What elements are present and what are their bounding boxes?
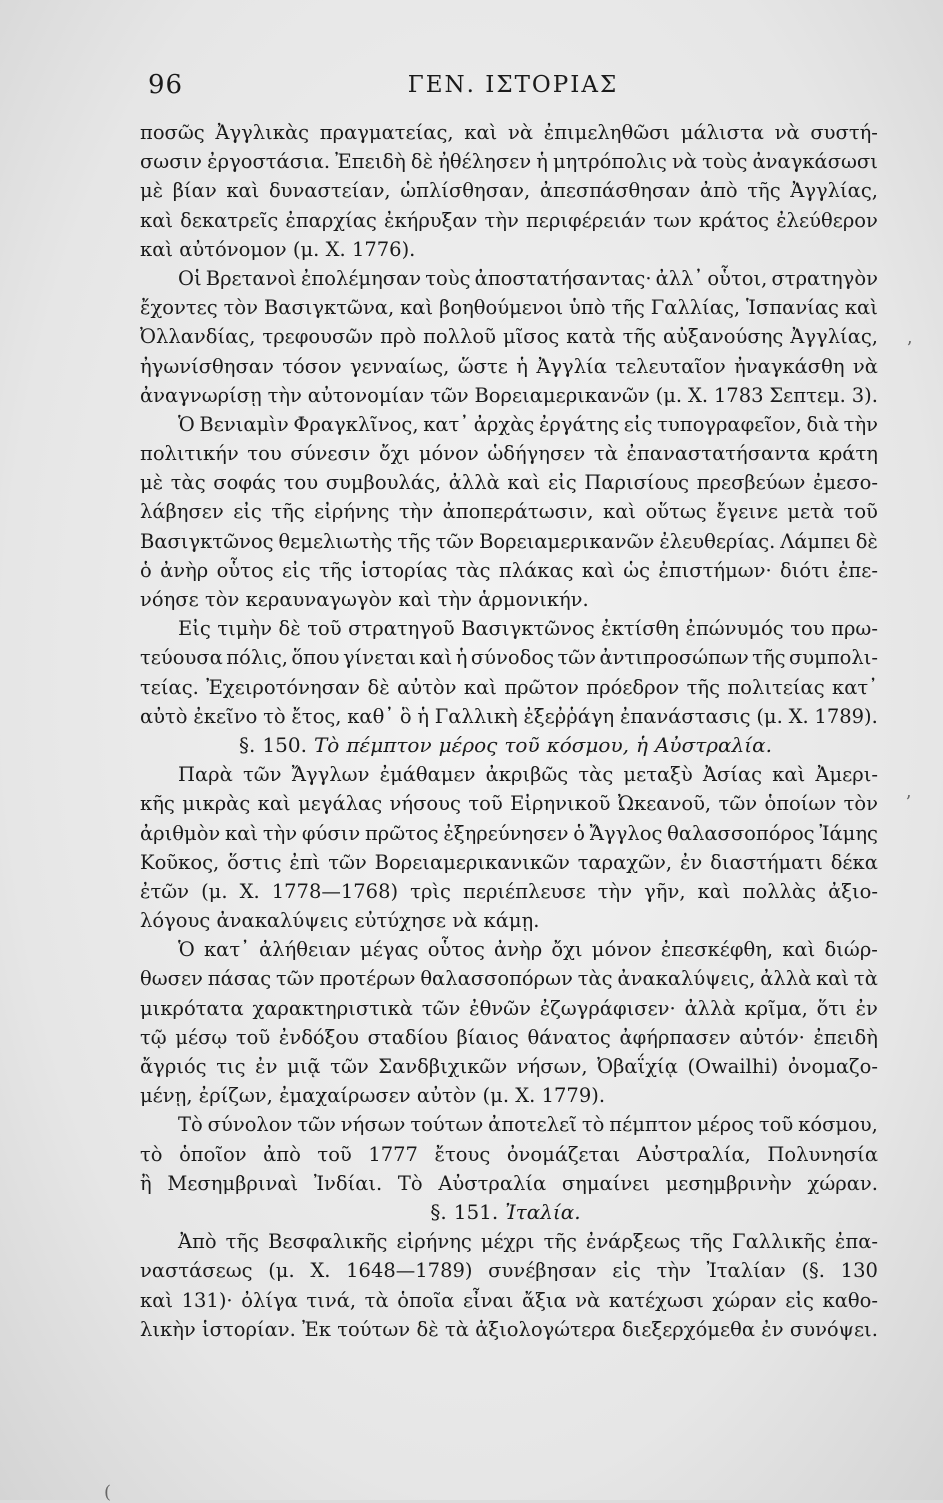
page-number: 96 (148, 70, 184, 100)
text-line: τείας. Ἐχειροτόνησαν δὲ αὐτὸν καὶ πρῶτον πρόεδρον τῆς πολιτείας κατ᾿ (140, 675, 878, 699)
text-line: ἄγριός τις ἐν μιᾷ τῶν Σανδβιχικῶν νήσων, Ὀβαΐχίᾳ (Owailhi) ὀνομαζο- (140, 1055, 878, 1078)
text-line: ἀναγνωρίσῃ τὴν αὐτονομίαν τῶν Βορειαμερικανῶν (μ. Χ. 1783 Σεπτεμ. 3). (140, 383, 878, 407)
text-line: ἐτῶν (μ. Χ. 1778—1768) τρὶς περιέπλευσε τὴν γῆν, καὶ πολλὰς ἀξιο- (140, 879, 878, 903)
text-line: κῆς μικρὰς καὶ μεγάλας νήσους τοῦ Εἰρηνικοῦ Ὠκεανοῦ, τῶν ὁποίων τὸν (140, 792, 878, 816)
text-line: καὶ δεκατρεῖς ἐπαρχίας ἐκήρυξαν τὴν περιφέρειάν των κράτος ἐλεύθερον (140, 208, 878, 232)
section-heading: §. 151. Ἰταλία. (430, 1199, 581, 1224)
text-line: Παρὰ τῶν Ἄγγλων ἐμάθαμεν ἀκριβῶς τὰς μεταξὺ Ἀσίας καὶ Ἀμερι- (178, 763, 878, 787)
text-line: λάβησεν εἰς τῆς εἰρήνης τὴν ἀποπεράτωσιν, καὶ οὕτως ἔγεινε μετὰ τοῦ (140, 500, 878, 524)
text-line: Τὸ σύνολον τῶν νήσων τούτων ἀποτελεῖ τὸ πέμπτον μέρος τοῦ κόσμου, (178, 1113, 878, 1137)
text-line: μὲ βίαν καὶ δυναστείαν, ὡπλίσθησαν, ἀπεσπάσθησαν ἀπὸ τῆς Ἀγγλίας, (140, 179, 878, 203)
text-line: Ὁ κατ᾿ ἀλήθειαν μέγας οὗτος ἀνὴρ ὄχι μόνον ἐπεσκέφθη, καὶ διώρ- (178, 938, 878, 962)
text-line: ἠγωνίσθησαν τόσον γενναίως, ὥστε ἡ Ἀγγλία τελευταῖον ἠναγκάσθη νὰ (140, 354, 878, 378)
text-line: ἔχοντες τὸν Βασιγκτῶνα, καὶ βοηθούμενοι ὑπὸ τῆς Γαλλίας, Ἱσπανίας καὶ (140, 296, 878, 320)
text-line: Βασιγκτῶνος θεμελιωτὴς τῆς τῶν Βορειαμερικανῶν ἐλευθερίας. Λάμπει δὲ (140, 529, 878, 553)
text-line: θωσεν πάσας τῶν προτέρων θαλασσοπόρων τὰς ἀνακαλύψεις, ἀλλὰ καὶ τὰ (140, 967, 878, 991)
text-line: ὁ ἀνὴρ οὗτος εἰς τῆς ἱστορίας τὰς πλάκας καὶ ὡς ἐπιστήμων· διότι ἐπε- (140, 558, 878, 582)
text-line: μένῃ, ἐρίζων, ἐμαχαίρωσεν αὐτὸν (μ. Χ. 1779). (140, 1084, 606, 1108)
text-line: νόησε τὸν κεραυναγωγὸν καὶ τὴν ἁρμονικήν. (140, 588, 589, 611)
margin-mark: ( (104, 1482, 112, 1503)
text-line: καὶ αὐτόνομον (μ. Χ. 1776). (140, 237, 416, 261)
text-line: ἢ Μεσημβριναὶ Ἰνδίαι. Τὸ Αὐστραλία σημαίνει μεσημβρινὴν χώραν. (140, 1171, 878, 1195)
text-line: πολιτικήν του σύνεσιν ὄχι μόνον ὡδήγησεν τὰ ἐπαναστατήσαντα κράτη (140, 442, 878, 466)
text-line: τὸ ὁποῖον ἀπὸ τοῦ 1777 ἔτους ὀνομάζεται Αὐστραλία, Πολυνησία (140, 1142, 878, 1166)
text-line: Οἱ Βρετανοὶ ἐπολέμησαν τοὺς ἀποστατήσαντας· ἀλλ᾿ οὗτοι, στρατηγὸν (178, 266, 878, 290)
text-line: Ἀπὸ τῆς Βεσφαλικῆς εἰρήνης μέχρι τῆς ἐνάρξεως τῆς Γαλλικῆς ἐπα- (178, 1230, 878, 1254)
body-text (140, 118, 878, 1344)
text-line: Εἰς τιμὴν δὲ τοῦ στρατηγοῦ Βασιγκτῶνος ἐκτίσθη ἐπώνυμός του πρω- (178, 617, 878, 641)
text-line: ναστάσεως (μ. Χ. 1648—1789) συνέβησαν εἰς τὴν Ἰταλίαν (§. 130 (140, 1259, 878, 1283)
margin-mark: ʼ (905, 792, 911, 813)
text-line: καὶ 131)· ὀλίγα τινά, τὰ ὁποῖα εἶναι ἄξια νὰ κατέχωσι χώραν εἰς καθο- (140, 1288, 878, 1312)
text-line: αὐτὸ ἐκεῖνο τὸ ἔτος, καθ᾿ ὃ ἡ Γαλλικὴ ἐξεῤῥάγη ἐπανάστασις (μ. Χ. 1789). (140, 704, 878, 728)
text-line: Ὁ Βενιαμὶν Φραγκλῖνος, κατ᾿ ἀρχὰς ἐργάτης εἰς τυπογραφεῖον, διὰ τὴν (178, 412, 878, 436)
page-header (148, 70, 878, 110)
text-line: τῷ μέσῳ τοῦ ἐνδόξου σταδίου βίαιος θάνατος ἀφήρπασεν αὐτόν· ἐπειδὴ (140, 1025, 878, 1049)
margin-mark: ʼ (906, 338, 912, 359)
text-line: Ὀλλανδίας, τρεφουσῶν πρὸ πολλοῦ μῖσος κατὰ τῆς αὐξανούσης Ἀγγλίας, (140, 325, 878, 349)
text-line: ποσῶς Ἀγγλικὰς πραγματείας, καὶ νὰ ἐπιμεληθῶσι μάλιστα νὰ συστή- (140, 121, 878, 144)
text-line: ἀριθμὸν καὶ τὴν φύσιν πρῶτος ἐξηρεύνησεν ὁ Ἄγγλος θαλασσοπόρος Ἰάμης (140, 821, 878, 845)
text-line: μὲ τὰς σοφάς του συμβουλάς, ἀλλὰ καὶ εἰς Παρισίους πρεσβεύων ἐμεσο- (140, 471, 878, 495)
running-title: ΓΕΝ. ΙΣΤΟΡΙΑΣ (407, 72, 619, 98)
text-line: Κοῦκος, ὅστις ἐπὶ τῶν Βορειαμερικανικῶν ταραχῶν, ἐν διαστήματι δέκα (140, 850, 878, 874)
text-line: μικρότατα χαρακτηριστικὰ τῶν ἐθνῶν ἐζωγράφισεν· ἀλλὰ κρῖμα, ὅτι ἐν (140, 996, 878, 1020)
text-line: τεύουσα πόλις, ὅπου γίνεται καὶ ἡ σύνοδος τῶν ἀντιπροσώπων τῆς συμπολι- (140, 646, 878, 670)
text-line: λόγους ἀνακαλύψεις εὐτύχησε νὰ κάμῃ. (140, 909, 540, 933)
section-heading: §. 150. Τὸ πέμπτον μέρος τοῦ κόσμου, ἡ Αὐστραλία. (239, 732, 772, 757)
text-line: λικὴν ἱστορίαν. Ἐκ τούτων δὲ τὰ ἀξιολογώτερα διεξερχόμεθα ἐν συνόψει. (140, 1317, 878, 1341)
text-line: σωσιν ἐργοστάσια. Ἐπειδὴ δὲ ἠθέλησεν ἡ μητρόπολις νὰ τοὺς ἀναγκάσωσι (140, 150, 878, 174)
